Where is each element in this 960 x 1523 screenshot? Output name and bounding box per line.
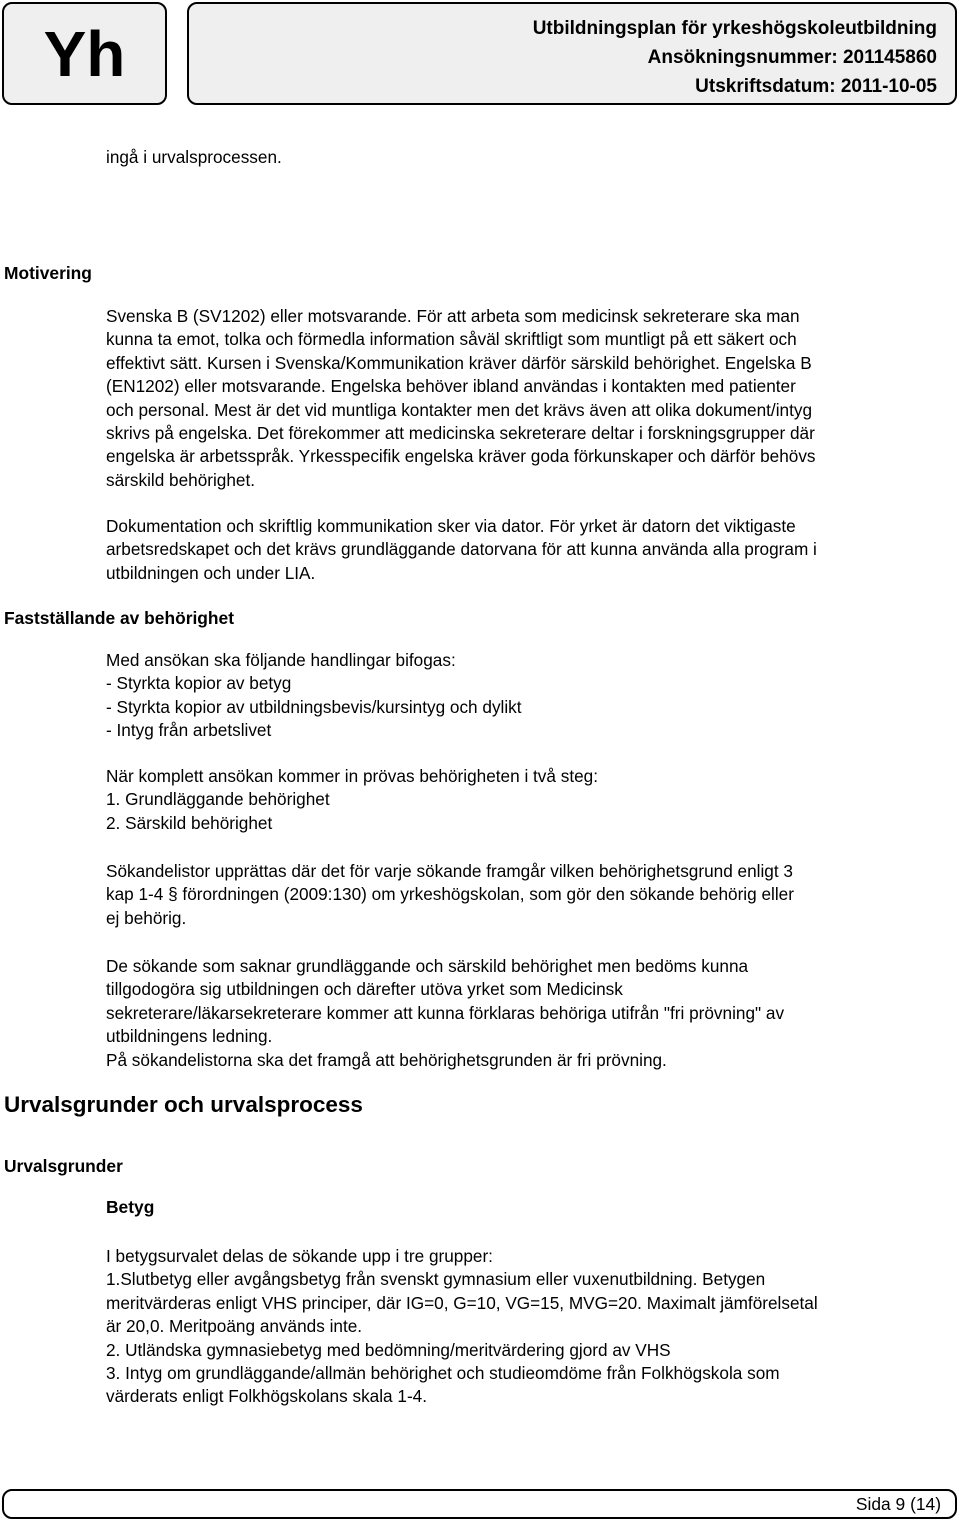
text-line: Med ansökan ska följande handlingar bifogas: xyxy=(106,650,456,670)
text-line: och personal. Mest är det vid muntliga kontakter men det krävs även att olika dokument/intyg xyxy=(106,399,813,420)
list-item: 2. Särskild behörighet xyxy=(106,812,273,833)
text-line: kap 1-4 § förordningen (2009:130) om yrkeshögskolan, som gör den sökande behörig eller xyxy=(106,884,794,905)
text-line: Dokumentation och skriftlig kommunikation sker via dator. För yrket är datorn det viktigaste xyxy=(106,516,796,536)
text-line: engelska är arbetsspråk. Yrkesspecifik engelska kräver goda förkunskaper och därför behövs xyxy=(106,446,816,467)
betyg-subheading: Betyg xyxy=(106,1197,155,1217)
text-line: På sökandelistorna ska det framgå att behörighetsgrunden är fri prövning. xyxy=(106,1049,667,1070)
intro-text xyxy=(106,146,958,169)
text-line: De sökande som saknar grundläggande och särskild behörighet men bedöms kunna xyxy=(106,956,749,976)
text-line: särskild behörighet. xyxy=(106,469,256,490)
faststallande-label: Fastställande av behörighet xyxy=(4,608,235,628)
text-line: I betygsurvalet delas de sökande upp i tre grupper: xyxy=(106,1246,493,1266)
urvalsgrunder-label: Urvalsgrunder xyxy=(4,1156,123,1176)
text-line: Svenska B (SV1202) eller motsvarande. För att arbeta som medicinsk sekreterare ska man xyxy=(106,306,800,326)
list-item: 2. Utländska gymnasiebetyg med bedömning/meritvärdering gjord av VHS xyxy=(106,1339,671,1360)
text-line: kunna ta emot, tolka och förmedla information såväl skriftligt som muntligt på ett säkert och xyxy=(106,329,797,350)
list-item: - Styrkta kopior av utbildningsbevis/kursintyg och dylikt xyxy=(106,696,522,717)
grades-selection-list xyxy=(106,1245,958,1409)
free-assessment-paragraph xyxy=(106,955,958,1072)
text-line: meritvärderas enligt VHS principer, där IG=0, G=10, VG=15, MVG=20. Maximalt jämförelsetal xyxy=(106,1292,818,1313)
text-line: utbildningen och under LIA. xyxy=(106,562,316,583)
motivering-paragraph-1 xyxy=(106,305,958,492)
text-line: sekreterare/läkarsekreterare kommer att kunna förklaras behöriga utifrån "fri prövning" av xyxy=(106,1002,785,1023)
document-header xyxy=(187,2,957,105)
print-date: Utskriftsdatum: 2011-10-05 xyxy=(695,76,937,97)
text-line: effektivt sätt. Kursen i Svenska/Kommunikation kräver därför särskild behörighet. Engelska B xyxy=(106,352,812,373)
section-heading: Urvalsgrunder och urvalsprocess xyxy=(4,1092,363,1117)
eligibility-steps xyxy=(106,765,958,835)
list-item: 1.Slutbetyg eller avgångsbetyg från svenskt gymnasium eller vuxenutbildning. Betygen xyxy=(106,1269,766,1290)
applicant-lists-paragraph xyxy=(106,860,958,930)
text-line: När komplett ansökan kommer in prövas behörigheten i två steg: xyxy=(106,766,599,786)
attachments-list xyxy=(106,649,958,743)
list-item: 1. Grundläggande behörighet xyxy=(106,789,330,810)
page-number: Sida 9 (14) xyxy=(855,1494,941,1514)
text-line: utbildningens ledning. xyxy=(106,1026,273,1047)
text-line: värderats enligt Folkhögskolans skala 1-4. xyxy=(106,1386,427,1407)
list-item: 3. Intyg om grundläggande/allmän behörighet och studieomdöme från Folkhögskola som xyxy=(106,1363,780,1384)
text-line: ingå i urvalsprocessen. xyxy=(106,147,282,167)
text-line: ej behörig. xyxy=(106,907,187,928)
page-footer xyxy=(2,1489,957,1519)
yh-logo xyxy=(2,2,167,105)
motivering-paragraph-2 xyxy=(106,515,958,585)
text-line: är 20,0. Meritpoäng används inte. xyxy=(106,1316,363,1337)
text-line: (EN1202) eller motsvarande. Engelska behöver ibland användas i kontakten med patienter xyxy=(106,376,796,397)
list-item: - Styrkta kopior av betyg xyxy=(106,673,292,694)
text-line: Sökandelistor upprättas där det för varje sökande framgår vilken behörighetsgrund enligt 3 xyxy=(106,861,793,881)
application-number: Ansökningsnummer: 201145860 xyxy=(647,47,937,68)
text-line: arbetsredskapet och det krävs grundläggande datorvana för att kunna använda alla program i xyxy=(106,539,817,560)
list-item: - Intyg från arbetslivet xyxy=(106,720,272,741)
document-title: Utbildningsplan för yrkeshögskoleutbildning xyxy=(532,18,937,39)
text-line: tillgodogöra sig utbildningen och därefter utöva yrket som Medicinsk xyxy=(106,979,623,1000)
text-line: skrivs på engelska. Det förekommer att medicinska sekreterare deltar i forskningsgrupper där xyxy=(106,423,815,444)
logo-text: Yh xyxy=(43,17,126,90)
motivering-label: Motivering xyxy=(4,263,92,283)
